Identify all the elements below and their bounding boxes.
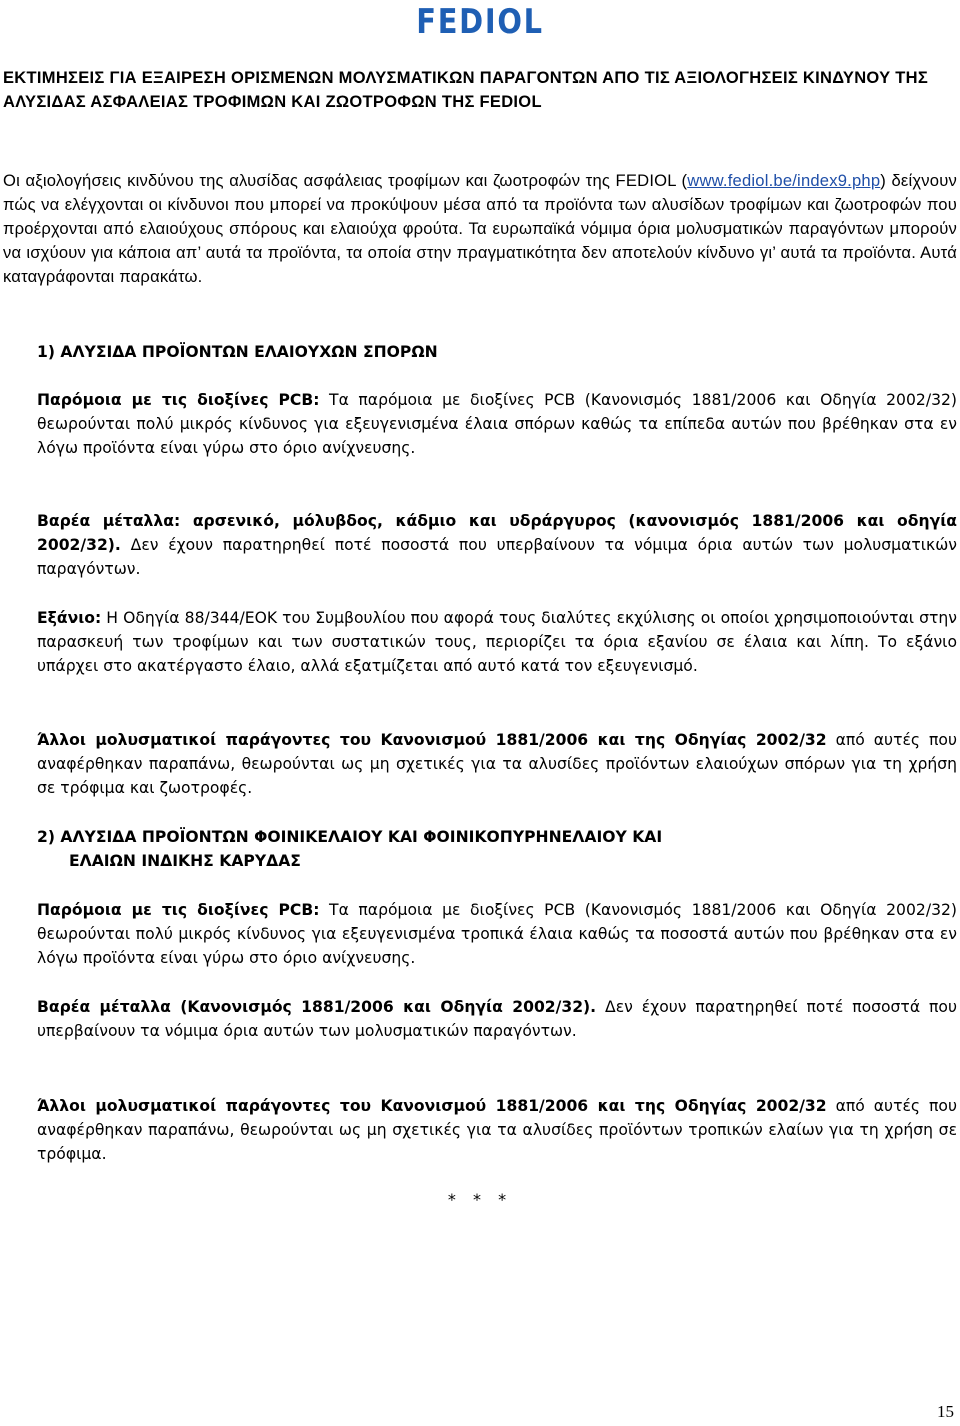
section-2-metals-label: Βαρέα μέταλλα (Κανονισμός 1881/2006 και Οδηγία 2002/32). (37, 998, 597, 1016)
section-2-pcb-label: Παρόμοια με τις διοξίνες PCB: (37, 901, 320, 919)
intro-text-1: Οι αξιολογήσεις κινδύνου της αλυσίδας ασφάλειας τροφίμων και ζωοτροφών της FEDIOL ( (3, 171, 688, 190)
intro-text-2: ) δείχνουν πώς να ελέγχονται οι κίνδυνοι που μπορεί να προκύψουν μέσα από τα προϊόντα των αλυσίδων τροφίμων και ζωοτροφών που προέρχονται από ελαιούχους σπόρους και ελαιούχα φρούτα. Τα ευρωπαϊκά νόμιμα όρια μολυσματικών παραγόντων μπορούν να ισχύουν για κάποια απ’ αυτά τα προϊόντα, τα οποία στην πραγματικότητα δεν αποτελούν κίνδυνο γι’ αυτά τα προϊόντα. Αυτά καταγράφονται παρακάτω. (3, 171, 957, 286)
section-2-metals-text: Δεν έχουν παρατηρηθεί ποτέ ποσοστά που υπερβαίνουν τα νόμιμα όρια αυτών των μολυσματικών παραγόντων. (37, 998, 957, 1040)
section-2-metals-paragraph (37, 995, 957, 1043)
section-1-other-text: από αυτές που αναφέρθηκαν παραπάνω, θεωρούνται ως μη σχετικές για τα αλυσίδες προϊόντων ελαιούχων σπόρων για τη χρήση σε τρόφιμα και ζωοτροφές. (37, 731, 957, 797)
document-title: ΕΚΤΙΜΗΣΕΙΣ ΓΙΑ ΕΞΑΙΡΕΣΗ ΟΡΙΣΜΕΝΩΝ ΜΟΛΥΣΜΑΤΙΚΩΝ ΠΑΡΑΓΟΝΤΩΝ ΑΠΟ ΤΙΣ ΑΞΙΟΛΟΓΗΣΕΙΣ ΚΙΝΔΥΝΟΥ ΤΗΣ ΑΛΥΣΙΔΑΣ ΑΣΦΑΛΕΙΑΣ ΤΡΟΦΙΜΩΝ ΚΑΙ ΖΩΟΤΡΟΦΩΝ ΤΗΣ FEDIOL (3, 69, 929, 111)
end-of-section-marker: * * * (447, 1190, 513, 1209)
section-2-pcb-paragraph (37, 898, 957, 970)
intro-paragraph (3, 169, 957, 289)
section-1-pcb-label: Παρόμοια με τις διοξίνες PCB: (37, 391, 320, 409)
section-1-other-paragraph (37, 728, 957, 800)
section-2-other-paragraph (37, 1094, 957, 1166)
section-1-pcb-text: Τα παρόμοια με διοξίνες PCB (Κανονισμός 1881/2006 και Οδηγία 2002/32) θεωρούνται πολύ μικρός κίνδυνος για εξευγενισμένα έλαια σπόρων καθώς τα επίπεδα αυτών που βρέθηκαν στα εν λόγω προϊόντα είναι γύρω στο όριο ανίχνευσης. (37, 391, 958, 457)
section-1-metals-label: Βαρέα μέταλλα: αρσενικό, μόλυβδος, κάδμιο και υδράργυρος (κανονισμός 1881/2006 και οδηγία 2002/32). (37, 512, 957, 554)
section-1-hexane-paragraph (37, 606, 957, 678)
section-1-pcb-paragraph (37, 388, 957, 460)
section-1-other-label: Άλλοι μολυσματικοί παράγοντες του Κανονισμού 1881/2006 και της Οδηγίας 2002/32 (37, 731, 827, 749)
section-2-pcb-text: Τα παρόμοια με διοξίνες PCB (Κανονισμός 1881/2006 και Οδηγία 2002/32) θεωρούνται πολύ μικρός κίνδυνος για εξευγενισμένα τροπικά έλαια καθώς τα ποσοστά αυτών που βρέθηκαν στα εν λόγω προϊόντα είναι γύρω στο όριο ανίχνευσης. (37, 901, 958, 967)
section-1-heading: 1) ΑΛΥΣΙΔΑ ΠΡΟΪΟΝΤΩΝ ΕΛΑΙΟΥΧΩΝ ΣΠΟΡΩΝ (37, 343, 438, 361)
section-1-hexane-label: Εξάνιο: (37, 609, 102, 627)
section-2-other-label: Άλλοι μολυσματικοί παράγοντες του Κανονισμού 1881/2006 και της Οδηγίας 2002/32 (37, 1097, 827, 1115)
section-2-heading (37, 825, 957, 873)
fediol-website-link[interactable]: www.fediol.be/index9.php (687, 171, 881, 190)
page-number: 15 (937, 1402, 954, 1421)
section-2-heading-line-2: ΕΛΑΙΩΝ ΙΝΔΙΚΗΣ ΚΑΡΥΔΑΣ (69, 852, 301, 870)
fediol-logo: FEDIOL (416, 2, 544, 42)
section-2-other-text: από αυτές που αναφέρθηκαν παραπάνω, θεωρούνται ως μη σχετικές για τα αλυσίδες προϊόντων τροπικών ελαίων για τη χρήση σε τρόφιμα. (37, 1097, 957, 1163)
section-2-heading-line-1: 2) ΑΛΥΣΙΔΑ ΠΡΟΪΟΝΤΩΝ ΦΟΙΝΙΚΕΛΑΙΟΥ ΚΑΙ ΦΟΙΝΙΚΟΠΥΡΗΝΕΛΑΙΟΥ ΚΑΙ (37, 828, 663, 846)
section-1-metals-paragraph (37, 509, 957, 581)
section-1-hexane-text: Η Οδηγία 88/344/ΕΟΚ του Συμβουλίου που αφορά τους διαλύτες εκχύλισης οι οποίοι χρησιμοποιούνται στην παρασκευή των τροφίμων και των συστατικών τους, περιορίζει τα όρια εξανίου σε έλαια και λίπη. Το εξάνιο υπάρχει στο ακατέργαστο έλαιο, αλλά εξατμίζεται από αυτό κατά τον εξευγενισμό. (37, 609, 957, 675)
section-1-metals-text: Δεν έχουν παρατηρηθεί ποτέ ποσοστά που υπερβαίνουν τα νόμιμα όρια αυτών των μολυσματικών παραγόντων. (37, 536, 957, 578)
